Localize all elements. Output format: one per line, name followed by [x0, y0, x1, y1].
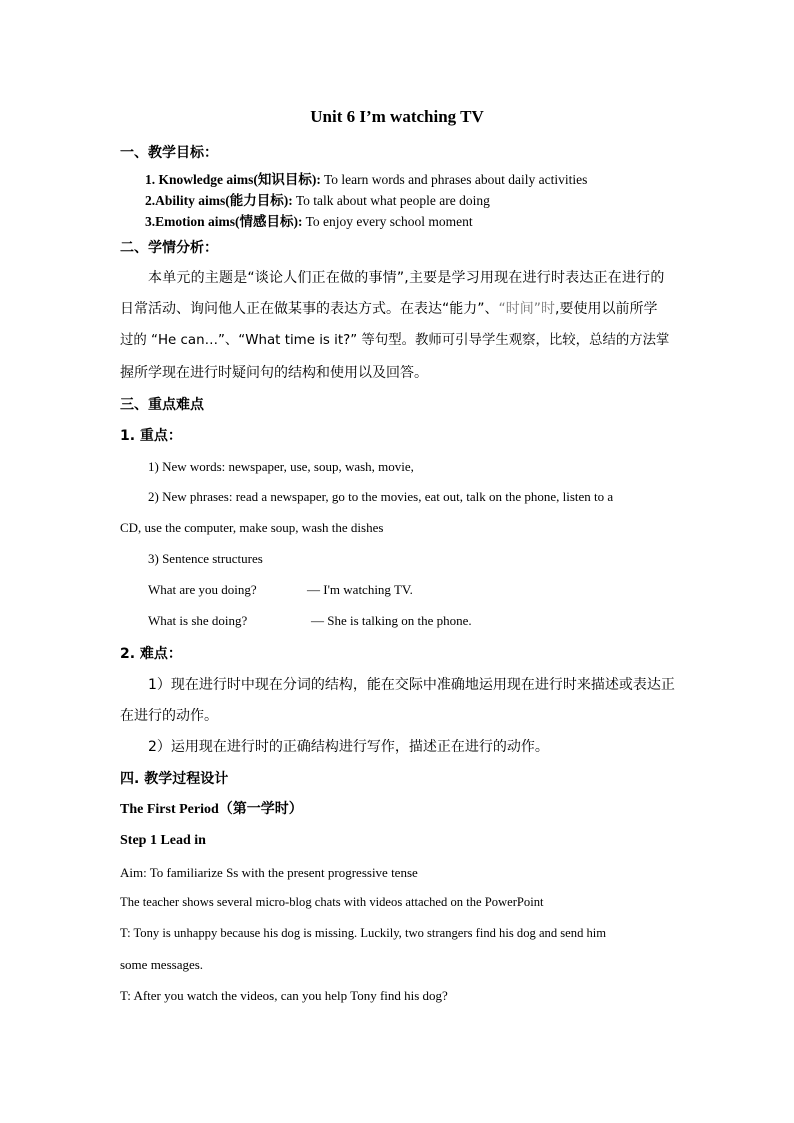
section-heading-key-points: 三、重点难点 — [120, 397, 204, 413]
step-heading: Step 1 Lead in — [120, 833, 206, 848]
key-item-structures: 3) Sentence structures — [148, 551, 263, 566]
aim-emotion — [145, 215, 473, 229]
step-line-3: T: After you watch the videos, can you help Tony find his dog? — [120, 988, 448, 1003]
step-aim: Aim: To familiarize Ss with the present progressive tense — [120, 865, 418, 880]
section-heading-objectives: 一、教学目标： — [120, 145, 218, 161]
step-line-2: T: Tony is unhappy because his dog is missing. Luckily, two strangers find his dog and send him — [120, 926, 607, 940]
aim-ability-label: 2.Ability aims(能力目标): — [145, 193, 293, 208]
period-heading: The First Period（第一学时） — [120, 802, 303, 817]
step-line-1: The teacher shows several micro-blog chats with videos attached on the PowerPoint — [120, 895, 544, 909]
section-heading-analysis: 二、学情分析： — [120, 240, 218, 256]
example-question-2: What is she doing? — [148, 613, 248, 628]
key-item-words: 1) New words: newspaper, use, soup, wash, movie, — [148, 459, 414, 474]
analysis-line-4: 握所学现在进行时疑问句的结构和使用以及回答。 — [120, 365, 428, 381]
aim-emotion-text: To enjoy every school moment — [302, 214, 473, 229]
subheading-key: 1. 重点： — [120, 428, 182, 444]
step-line-2-cont: some messages. — [120, 957, 204, 972]
page-title: Unit 6 I’m watching TV — [310, 107, 484, 126]
analysis-line-1: 本单元的主题是“谈论人们正在做的事情”,主要是学习用现在进行时表达正在进行的 — [148, 270, 665, 286]
difficult-line-1-cont: 在进行的动作。 — [120, 708, 218, 724]
analysis-line-2 — [120, 302, 657, 316]
example-answer-1: — I'm watching TV. — [307, 582, 413, 597]
difficult-line-2: 2）运用现在进行时的正确结构进行写作，描述正在进行的动作。 — [148, 739, 549, 755]
aim-ability-text: To talk about what people are doing — [292, 193, 490, 208]
key-item-phrases-cont: CD, use the computer, make soup, wash the dishes — [120, 520, 384, 535]
aim-knowledge-label: 1. Knowledge aims(知识目标): — [145, 172, 321, 187]
aim-knowledge-text: To learn words and phrases about daily activities — [320, 172, 588, 187]
analysis-line-3: 过的 “He can…”、“What time is it?” 等句型。教师可引导学生观察，比较，总结的方法掌 — [120, 333, 670, 348]
example-answer-2: — She is talking on the phone. — [311, 613, 472, 628]
analysis-line-2-tail: ,要使用以前所学 — [555, 301, 658, 317]
analysis-line-2-text: 日常活动、询问他人正在做某事的表达方式。在表达“能力”、 — [120, 301, 499, 317]
aim-emotion-label: 3.Emotion aims(情感目标): — [145, 214, 303, 229]
aim-ability — [145, 194, 490, 208]
key-item-phrases: 2) New phrases: read a newspaper, go to the movies, eat out, talk on the phone, listen to a — [148, 489, 614, 504]
subheading-difficult: 2. 难点： — [120, 646, 182, 662]
aim-knowledge — [145, 173, 587, 187]
section-heading-process: 四. 教学过程设计 — [120, 771, 229, 787]
example-question-1: What are you doing? — [148, 582, 257, 597]
analysis-line-2-grey: “时间”时 — [498, 301, 556, 317]
difficult-line-1: 1）现在进行时中现在分词的结构，能在交际中准确地运用现在进行时来描述或表达正 — [148, 677, 675, 693]
